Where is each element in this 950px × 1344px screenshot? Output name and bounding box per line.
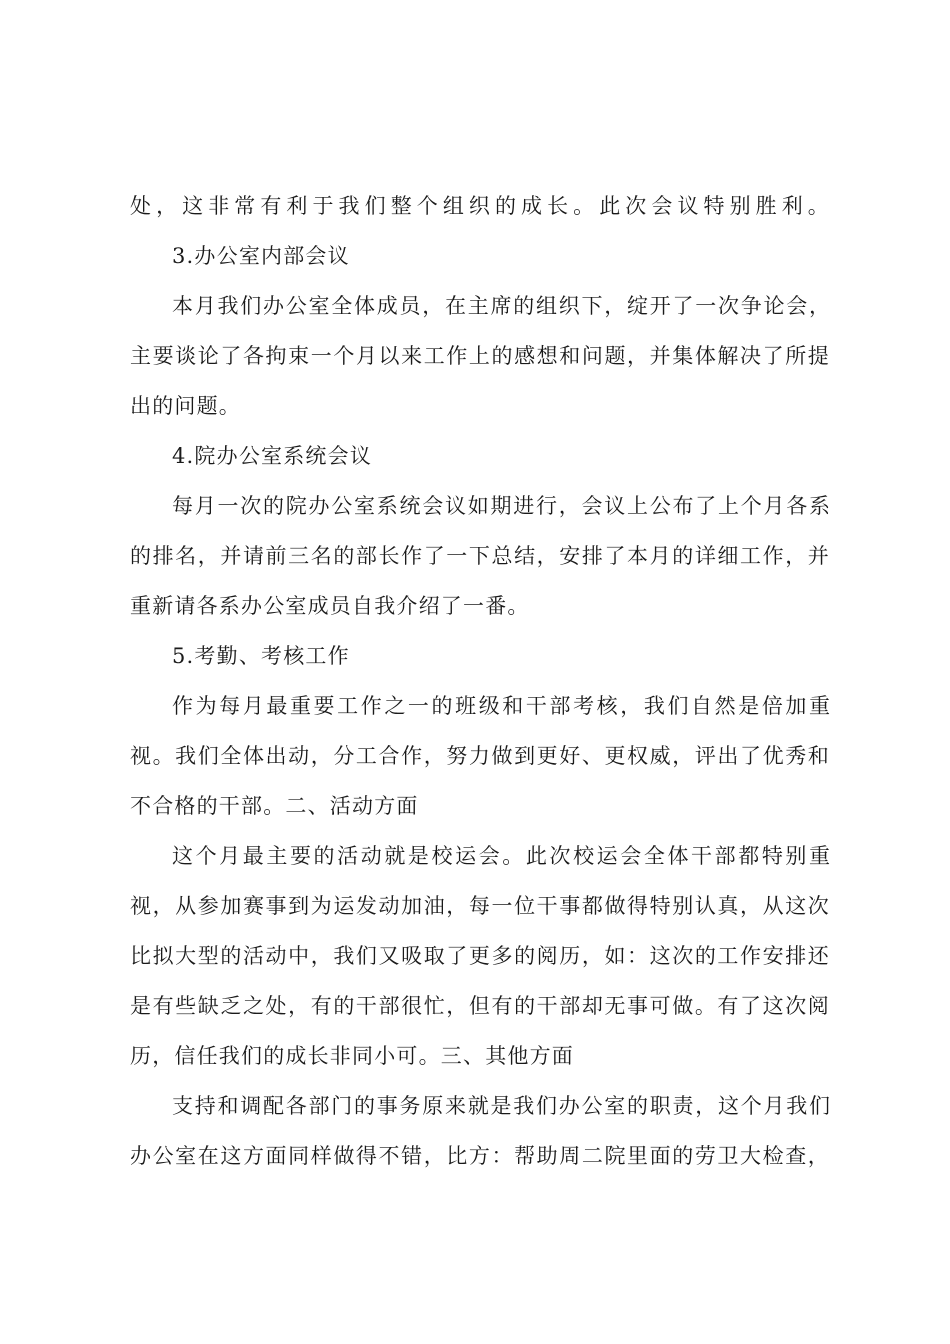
paragraph-line: 每月一次的院办公室系统会议如期进行，会议上公布了上个月各系 (172, 494, 830, 518)
section-heading: 3.办公室内部会议 (172, 244, 350, 268)
section-heading: 5.考勤、考核工作 (172, 644, 350, 668)
paragraph-line: 不合格的干部。二、活动方面 (130, 794, 419, 818)
paragraph-line: 作为每月最重要工作之一的班级和干部考核，我们自然是倍加重 (172, 694, 830, 718)
paragraph-line: 视。我们全体出动，分工合作，努力做到更好、更权威，评出了优秀和 (130, 744, 830, 768)
paragraph-line: 是有些缺乏之处，有的干部很忙，但有的干部却无事可做。有了这次阅 (130, 994, 830, 1018)
paragraph-line: 出的问题。 (130, 394, 241, 418)
paragraph-line: 重新请各系办公室成员自我介绍了一番。 (130, 594, 530, 618)
paragraph-line: 这个月最主要的活动就是校运会。此次校运会全体干部都特别重 (172, 844, 830, 868)
paragraph-line: 比拟大型的活动中，我们又吸取了更多的阅历，如：这次的工作安排还 (130, 944, 830, 968)
section-heading: 4.院办公室系统会议 (172, 444, 373, 468)
paragraph-line: 办公室在这方面同样做得不错，比方：帮助周二院里面的劳卫大检查， (130, 1144, 830, 1168)
paragraph-line: 主要谈论了各拘束一个月以来工作上的感想和问题，并集体解决了所提 (130, 344, 830, 368)
paragraph-line: 处，这非常有利于我们整个组织的成长。此次会议特别胜利。 (130, 194, 830, 218)
paragraph-line: 的排名，并请前三名的部长作了一下总结，安排了本月的详细工作，并 (130, 544, 830, 568)
paragraph-line: 视，从参加赛事到为运发动加油，每一位干事都做得特别认真，从这次 (130, 894, 830, 918)
paragraph-line: 支持和调配各部门的事务原来就是我们办公室的职责，这个月我们 (172, 1094, 830, 1118)
paragraph-line: 本月我们办公室全体成员，在主席的组织下，绽开了一次争论会， (172, 294, 830, 318)
paragraph-line: 历，信任我们的成长非同小可。三、其他方面 (130, 1044, 574, 1068)
